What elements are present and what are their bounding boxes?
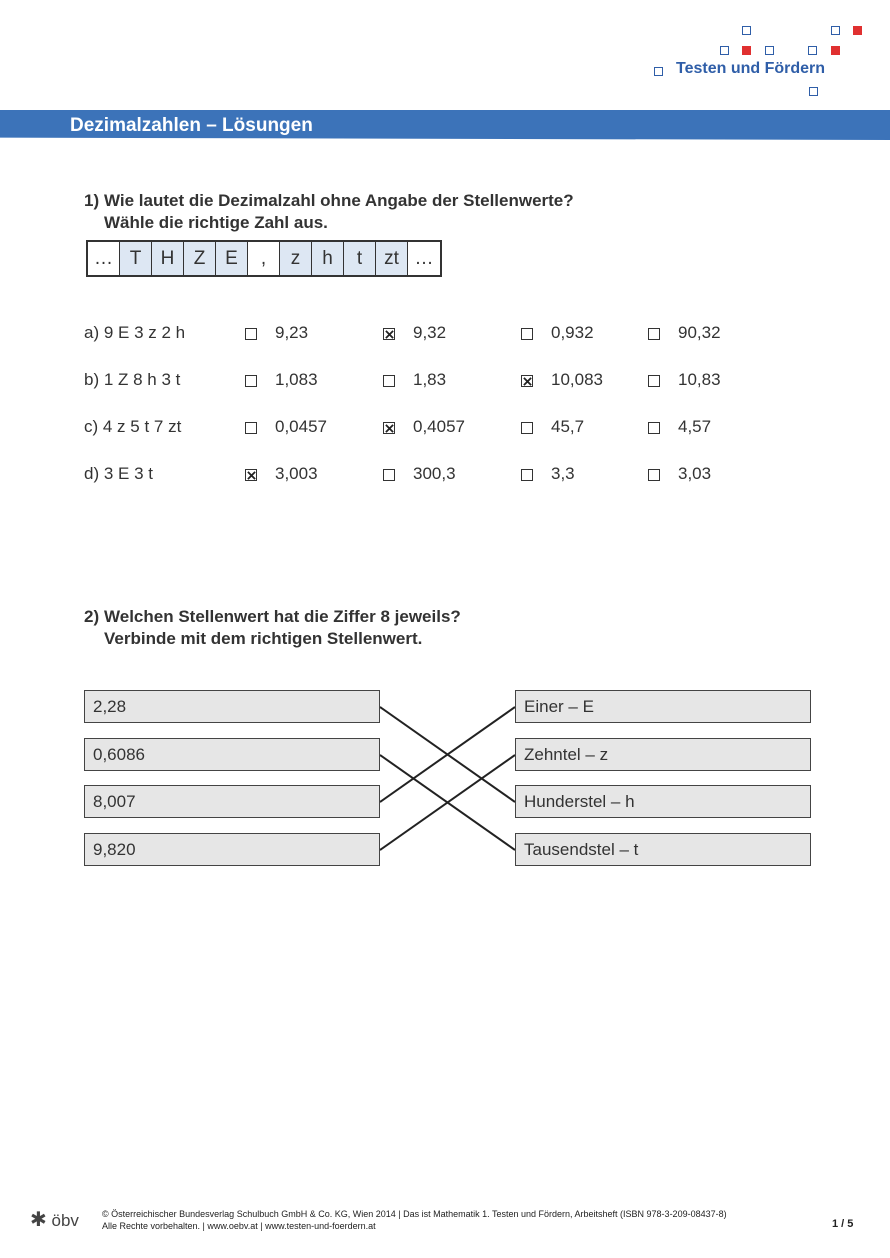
publisher-logo-text: öbv xyxy=(51,1211,79,1230)
question-text-line1: Welchen Stellenwert hat die Ziffer 8 jeweils? xyxy=(104,607,461,626)
option-value: 1,83 xyxy=(413,370,447,389)
place-value-cell: Z xyxy=(184,242,216,275)
place-value-cell: … xyxy=(408,242,440,275)
rights-line: Alle Rechte vorbehalten. | www.oebv.at | www.testen-und-foerdern.at xyxy=(102,1221,376,1231)
row-label: a) 9 E 3 z 2 h xyxy=(84,323,186,342)
asterisk-icon: ✱ xyxy=(30,1209,47,1231)
logo-text: Testen und Fördern xyxy=(676,60,826,77)
question-number: 2) xyxy=(84,607,100,626)
option-value: 90,32 xyxy=(678,323,721,342)
row-label: c) 4 z 5 t 7 zt xyxy=(84,417,182,436)
option-value: 0,4057 xyxy=(413,417,465,436)
place-value-cell: E xyxy=(216,242,248,275)
left-number-box[interactable]: 0,6086 xyxy=(84,738,380,771)
option-value: 3,3 xyxy=(551,464,575,483)
place-value-cell: t xyxy=(344,242,376,275)
place-value-cell: H xyxy=(152,242,184,275)
place-value-cell: h xyxy=(312,242,344,275)
place-value-cell: T xyxy=(120,242,152,275)
page-number: 1 / 5 xyxy=(832,1218,854,1230)
row-label: d) 3 E 3 t xyxy=(84,464,153,483)
place-value-cell: … xyxy=(88,242,120,275)
question-text-line1: Wie lautet die Dezimalzahl ohne Angabe der Stellenwerte? xyxy=(104,191,574,210)
option-value: 10,083 xyxy=(551,370,603,389)
option-value: 9,32 xyxy=(413,323,447,342)
option-value: 4,57 xyxy=(678,417,712,436)
question-text-line2: Wähle die richtige Zahl aus. xyxy=(104,213,328,232)
left-number-box[interactable]: 8,007 xyxy=(84,785,380,818)
copyright-line: © Österreichischer Bundesverlag Schulbuch GmbH & Co. KG, Wien 2014 | Das ist Mathematik 1. Testen und Fördern, Arbeitsheft (ISBN 978-3-209-08437-8) xyxy=(102,1209,727,1219)
option-value: 3,03 xyxy=(678,464,712,483)
left-number-box[interactable]: 9,820 xyxy=(84,833,380,866)
option-value: 10,83 xyxy=(678,370,721,389)
right-place-value-box[interactable]: Zehntel – z xyxy=(515,738,811,771)
question-number: 1) xyxy=(84,191,100,210)
place-value-cell: zt xyxy=(376,242,408,275)
publisher-logo xyxy=(30,1207,79,1232)
option-value: 45,7 xyxy=(551,417,585,436)
option-value: 1,083 xyxy=(275,370,318,389)
option-value: 9,23 xyxy=(275,323,309,342)
option-value: 0,0457 xyxy=(275,417,327,436)
option-value: 0,932 xyxy=(551,323,594,342)
question-text-line2: Verbinde mit dem richtigen Stellenwert. xyxy=(104,629,423,648)
page-title: Dezimalzahlen – Lösungen xyxy=(70,115,313,136)
row-label: b) 1 Z 8 h 3 t xyxy=(84,370,181,389)
right-place-value-box[interactable]: Tausendstel – t xyxy=(515,833,811,866)
place-value-cell: z xyxy=(280,242,312,275)
right-place-value-box[interactable]: Hunderstel – h xyxy=(515,785,811,818)
option-value: 3,003 xyxy=(275,464,318,483)
left-number-box[interactable]: 2,28 xyxy=(84,690,380,723)
place-value-cell: , xyxy=(248,242,280,275)
option-value: 300,3 xyxy=(413,464,456,483)
right-place-value-box[interactable]: Einer – E xyxy=(515,690,811,723)
